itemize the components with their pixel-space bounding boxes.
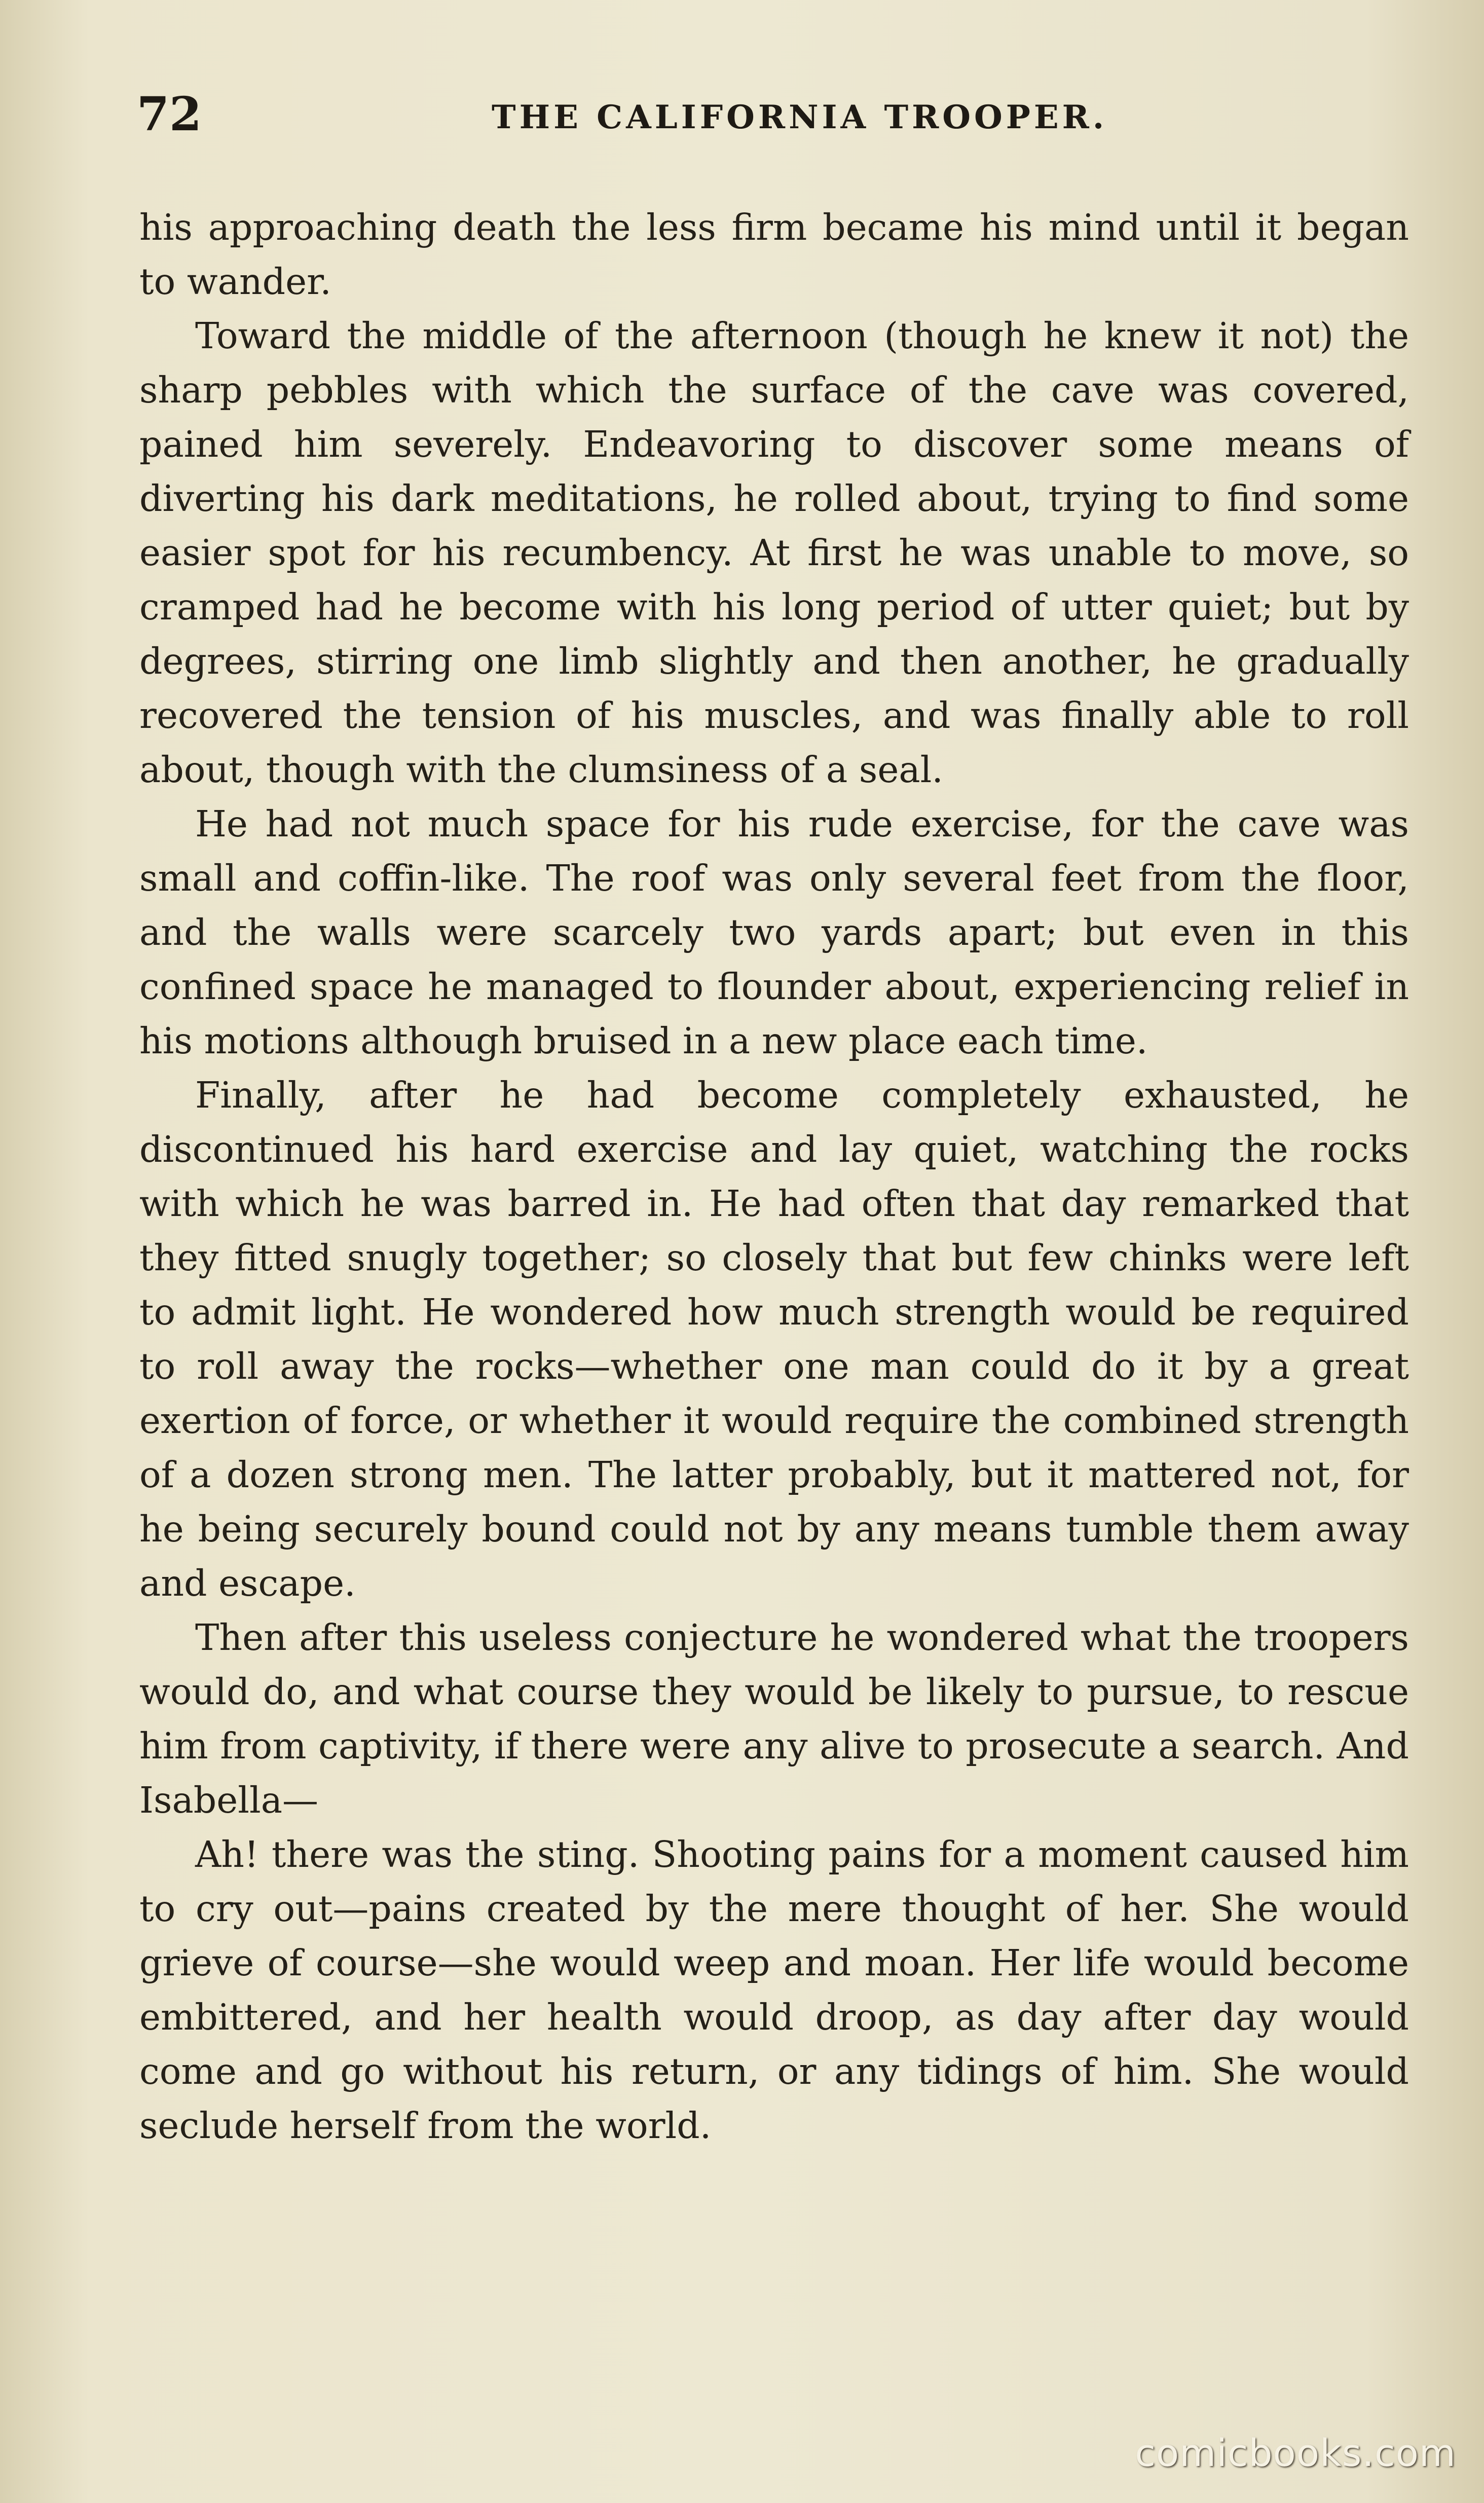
- paragraph: Finally, after he had become completely exhausted, he discontinued his hard exercise and lay quiet, watching the rocks with which he was barred in. He had often that day remarked that they fitted snugly together; so closely that but few chinks were left to admit light. He wondered how much strength would be required to roll away the rocks—whether one man could do it by a great exertion of force, or whether it would require the combined strength of a dozen strong men. The latter probably, but it mattered not, for he being securely bound could not by any means tumble them away and escape.: [139, 1074, 1409, 1604]
- paragraph: his approaching death the less firm became his mind until it began to wander.: [139, 206, 1409, 303]
- page-header: [137, 86, 1424, 142]
- page-number: 72: [137, 87, 202, 141]
- paragraph: Toward the middle of the afternoon (though he knew it not) the sharp pebbles with which the surface of the cave was covered, pained him severely. Endeavoring to discover some means of diverting his dark meditations, he rolled about, trying to find some easier spot for his recumbency. At first he was unable to move, so cramped had he become with his long period of utter quiet; but by degrees, stirring one limb slightly and then another, he gradually recovered the tension of his muscles, and was finally able to roll about, though with the clumsiness of a seal.: [139, 315, 1409, 791]
- paragraph: Then after this useless conjecture he wondered what the troopers would do, and what course they would be likely to pursue, to rescue him from captivity, if there were any alive to prosecute a search. And Isabella—: [139, 1616, 1409, 1821]
- body-text: [139, 200, 1409, 2153]
- paragraph: Ah! there was the sting. Shooting pains for a moment caused him to cry out—pains created by the mere thought of her. She would grieve of course—she would weep and moan. Her life would become embittered, and her health would droop, as day after day would come and go without his return, or any tidings of him. She would seclude herself from the world.: [139, 1833, 1409, 2147]
- running-title: THE CALIFORNIA TROOPER.: [492, 98, 1108, 136]
- site-watermark: comicbooks.com: [1135, 2432, 1456, 2475]
- paragraph: He had not much space for his rude exercise, for the cave was small and coffin-like. The roof was only several feet from the floor, and the walls were scarcely two yards apart; but even in this confined space he managed to flounder about, experiencing relief in his motions although bruised in a new place each time.: [139, 803, 1409, 1062]
